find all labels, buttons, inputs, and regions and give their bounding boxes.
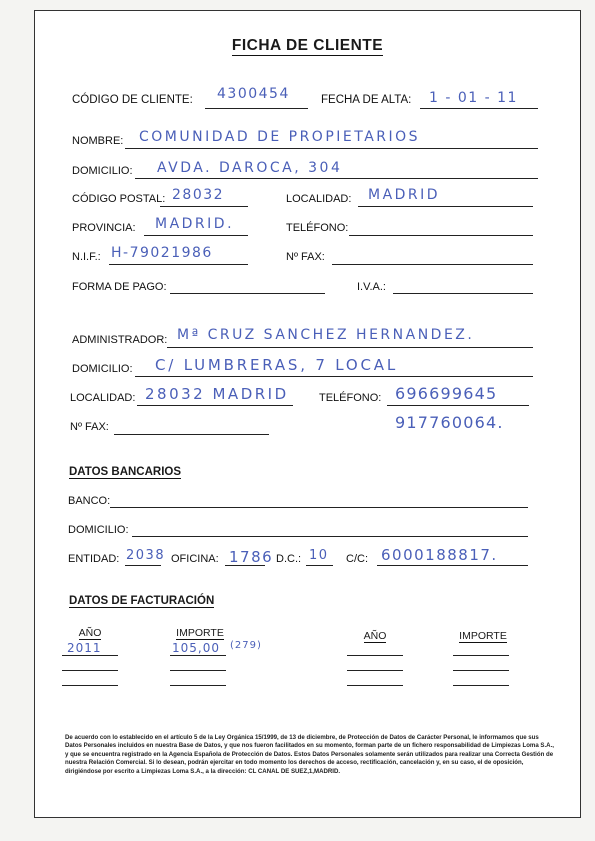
row1-note[interactable]: (279) [230, 640, 262, 651]
adm-telefono-value[interactable]: 696699645 [395, 384, 498, 403]
adm-telefono-label: TELÉFONO: [319, 392, 382, 404]
domicilio-line [135, 178, 538, 179]
entidad-value[interactable]: 2038 [126, 548, 166, 563]
nombre-value[interactable]: COMUNIDAD DE PROPIETARIOS [139, 129, 421, 145]
col-importe2-header: IMPORTE [459, 630, 507, 642]
cc-value[interactable]: 6000188817. [381, 546, 498, 564]
provincia-line [144, 235, 248, 236]
telefono-line [349, 235, 533, 236]
fact-line [347, 655, 403, 656]
fecha-alta-value[interactable]: 1 - 01 - 11 [429, 90, 518, 106]
administrador-line [167, 347, 533, 348]
adm-telefono-line [387, 405, 529, 406]
codigo-cliente-label: CÓDIGO DE CLIENTE: [72, 94, 193, 106]
localidad-label: LOCALIDAD: [286, 193, 352, 205]
fact-line [170, 670, 226, 671]
fact-line [62, 670, 118, 671]
forma-pago-line [170, 293, 325, 294]
adm-domicilio-line [135, 376, 533, 377]
adm-domicilio-label: DOMICILIO: [72, 363, 133, 375]
codigo-cliente-value[interactable]: 4300454 [217, 86, 290, 102]
row1-ano[interactable]: 2011 [67, 641, 102, 655]
adm-localidad-label: LOCALIDAD: [70, 392, 136, 404]
forma-pago-label: FORMA DE PAGO: [72, 281, 167, 293]
fact-line [453, 685, 509, 686]
nombre-line [125, 148, 538, 149]
col-ano-header: AÑO [78, 627, 102, 639]
localidad-value[interactable]: MADRID [368, 187, 441, 203]
banco-label: BANCO: [68, 495, 111, 507]
provincia-label: PROVINCIA: [72, 222, 136, 234]
nif-value[interactable]: H-79021986 [111, 245, 213, 261]
entidad-label: ENTIDAD: [68, 553, 120, 565]
adm-localidad-value[interactable]: 28032 MADRID [145, 385, 289, 403]
iva-label: I.V.A.: [357, 281, 386, 293]
fact-line [453, 655, 509, 656]
codigo-postal-label: CÓDIGO POSTAL: [72, 193, 166, 205]
fact-line [453, 670, 509, 671]
col-importe-header: IMPORTE [176, 627, 224, 639]
fact-line [347, 685, 403, 686]
facturacion-heading: DATOS DE FACTURACIÓN [69, 595, 215, 607]
client-form-sheet [34, 10, 581, 818]
nif-line [109, 264, 248, 265]
codigo-cliente-line [205, 108, 308, 109]
fact-line [170, 685, 226, 686]
fecha-alta-line [420, 108, 538, 109]
banco-line [110, 507, 528, 508]
fecha-alta-label: FECHA DE ALTA: [321, 94, 412, 106]
localidad-line [358, 206, 533, 207]
iva-line [393, 293, 533, 294]
entidad-line [125, 565, 161, 566]
nombre-label: NOMBRE: [72, 135, 124, 147]
fact-line [62, 655, 118, 656]
dc-label: D.C.: [276, 553, 302, 565]
fact-line [170, 655, 226, 656]
adm-fax-line [114, 434, 269, 435]
fax-line [332, 264, 533, 265]
datos-bancarios-heading: DATOS BANCARIOS [69, 466, 182, 478]
administrador-label: ADMINISTRADOR: [72, 334, 168, 346]
domicilio-value[interactable]: AVDA. DAROCA, 304 [157, 160, 343, 176]
adm-fax-label: Nº FAX: [70, 421, 109, 433]
provincia-value[interactable]: MADRID. [155, 216, 235, 232]
row1-importe[interactable]: 105,00 [172, 641, 220, 655]
codigo-postal-value[interactable]: 28032 [172, 187, 225, 203]
administrador-value[interactable]: Mª CRUZ SANCHEZ HERNANDEZ. [177, 327, 475, 343]
oficina-label: OFICINA: [171, 553, 219, 565]
fax-label: Nº FAX: [286, 251, 325, 263]
domicilio-label: DOMICILIO: [72, 165, 133, 177]
codigo-postal-line [160, 206, 248, 207]
dc-value[interactable]: 10 [309, 548, 329, 563]
adm-domicilio-value[interactable]: C/ LUMBRERAS, 7 LOCAL [155, 356, 398, 374]
adm-telefono-value-2[interactable]: 917760064. [395, 413, 504, 432]
privacy-notice: De acuerdo con lo establecido en el artículo 5 de la Ley Orgánica 15/1999, de 13 de diciembre, de Protección de Datos de Carácter Personal, le informamos que sus Datos Personales incluidos en nuestra Base de Datos, y que nos fueron facilitados en su momento, forman parte de un fichero responsabilidad de Limpiezas Loma S.A., y que se encuentra registrado en la Agencia Española de Protección de Datos. Estos Datos Personales solamente serán utilizados para realizar una Correcta Gestión de nuestra Relación Comercial. Si lo desean, podrán ejercitar en todo momento los derechos de acceso, rectificación, cancelación y, en su caso, el de oposición, dirigiéndose por escrito a Limpiezas Loma S.A., a la dirección: CL CANAL DE SUEZ,1,MADRID. [65, 734, 554, 775]
dc-line [306, 565, 333, 566]
nif-label: N.I.F.: [72, 251, 101, 263]
banco-domicilio-line [132, 536, 528, 537]
oficina-value[interactable]: 1786 [229, 548, 274, 566]
cc-label: C/C: [346, 553, 368, 565]
telefono-label: TELÉFONO: [286, 222, 349, 234]
form-title: FICHA DE CLIENTE [231, 37, 384, 54]
fact-line [347, 670, 403, 671]
fact-line [62, 685, 118, 686]
adm-localidad-line [137, 405, 293, 406]
cc-line [377, 565, 528, 566]
col-ano2-header: AÑO [363, 630, 387, 642]
banco-domicilio-label: DOMICILIO: [68, 524, 129, 536]
